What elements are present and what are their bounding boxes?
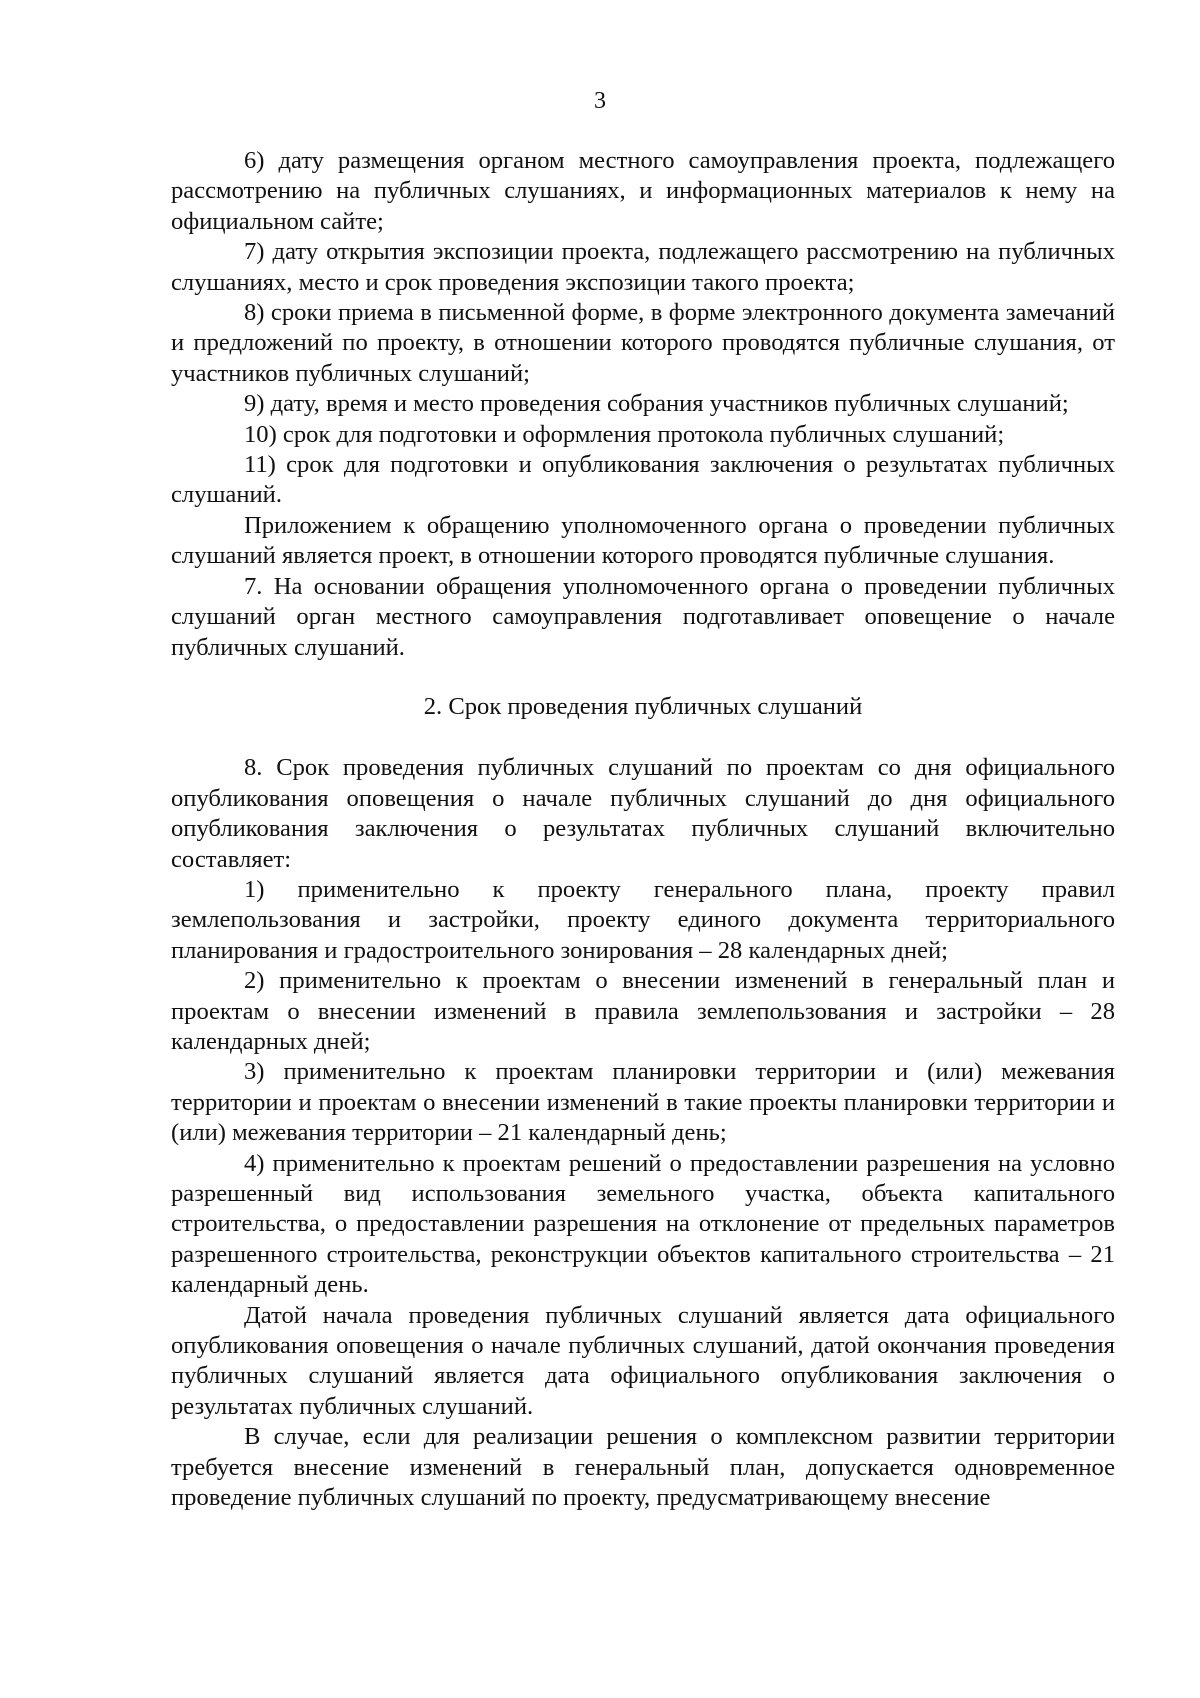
subitem-2: 2) применительно к проектам о внесении изменений в генеральный план и проектам о внесении изменений в правила землепользования и застройки – 28 календарных дней; [171, 967, 1115, 1055]
subitem-3: 3) применительно к проектам планировки территории и (или) межевания территории и проектам о внесении изменений в такие проекты планировки территории и (или) межевания территории – 21 календарный день; [171, 1058, 1115, 1147]
list-item-7: 7) дату открытия экспозиции проекта, подлежащего рассмотрению на публичных слушаниях, место и срок проведения экспозиции такого проекта; [171, 238, 1115, 296]
paragraph-start-end-date: Датой начала проведения публичных слушаний является дата официального опубликования оповещения о начале публичных слушаний, датой окончания проведения публичных слушаний является дата официального опубликования заключения о результатах публичных слушаний. [171, 1301, 1115, 1420]
list-item-10: 10) срок для подготовки и оформления протокола публичных слушаний; [244, 420, 1005, 448]
clause-7: 7. На основании обращения уполномоченного органа о проведении публичных слушаний орган местного самоуправления подготавливает оповещение о начале публичных слушаний. [171, 572, 1115, 661]
list-item-11: 11) срок для подготовки и опубликования заключения о результатах публичных слушаний. [171, 451, 1115, 509]
list-item-9: 9) дату, время и место проведения собрания участников публичных слушаний; [244, 390, 1069, 418]
section-heading: 2. Срок проведения публичных слушаний [423, 692, 863, 720]
clause-8: 8. Срок проведения публичных слушаний по проектам со дня официального опубликования оповещения о начале публичных слушаний до дня официального опубликования заключения о результатах публичных слушаний включительно составляет: [171, 754, 1115, 873]
subitem-4: 4) применительно к проектам решений о предоставлении разрешения на условно разрешенный вид использования земельного участка, объекта капитального строительства, о предоставлении разрешения на отклонение от предельных параметров разрешенного строительства, реконструкции объектов капитального строительства – 21 календарный день. [171, 1149, 1115, 1299]
list-item-6: 6) дату размещения органом местного самоуправления проекта, подлежащего рассмотрению на публичных слушаниях, и информационных материалов к нему на официальном сайте; [171, 147, 1115, 235]
document-body [171, 146, 1115, 1513]
subitem-1: 1) применительно к проекту генерального плана, проекту правил землепользования и застройки, проекту единого документа территориального планирования и градостроительного зонирования – 28 календарных дней; [171, 875, 1115, 964]
paragraph-complex-development: В случае, если для реализации решения о комплексном развитии территории требуется внесение изменений в генеральный план, допускается одновременное проведение публичных слушаний по проекту, предусматривающему внесение [171, 1423, 1115, 1512]
list-item-8: 8) сроки приема в письменной форме, в форме электронного документа замечаний и предложений по проекту, в отношении которого проводятся публичные слушания, от участников публичных слушаний; [171, 299, 1115, 387]
page-number: 3 [594, 88, 606, 114]
paragraph-attachment: Приложением к обращению уполномоченного органа о проведении публичных слушаний является проект, в отношении которого проводятся публичные слушания. [171, 511, 1115, 570]
